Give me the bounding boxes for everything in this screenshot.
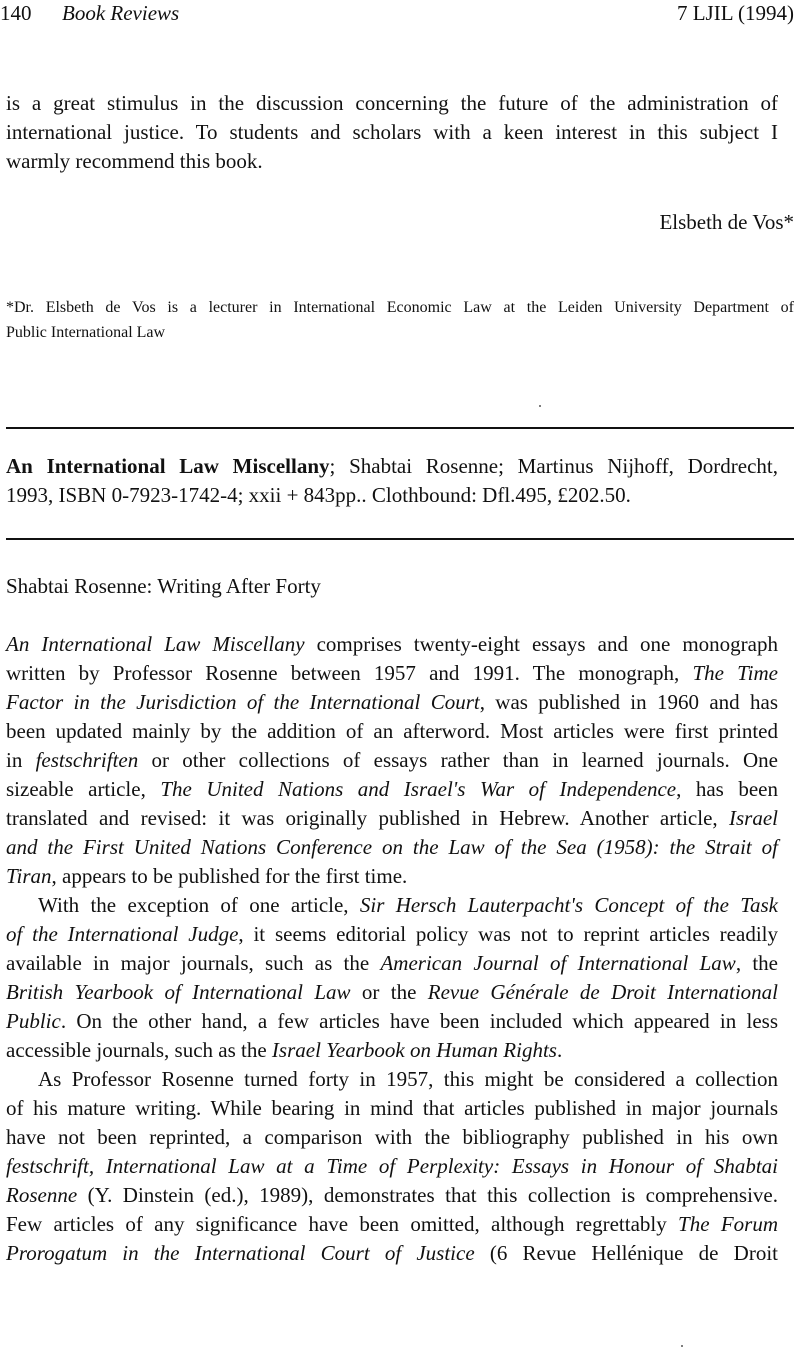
section-title: Book Reviews [62,1,180,25]
scan-speck [681,1345,683,1347]
body-line: An International Law Miscellany comprises twenty-eight essays and one monograph [6,632,778,656]
top-rule [6,427,794,429]
body-line: sizeable article, The United Nations and Israel's War of Independence, has been [6,777,778,801]
body-line: Factor in the Jurisdiction of the International Court, was published in 1960 and has [6,690,778,714]
book-info-line: 1993, ISBN 0-7923-1742-4; xxii + 843pp.. Clothbound: Dfl.495, £202.50. [6,483,631,507]
book-info-line [6,452,778,481]
footnote-line: *Dr. Elsbeth de Vos is a lecturer in International Economic Law at the Leiden University Department of [6,299,794,316]
footnote-line: Public International Law [6,324,166,341]
previous-review-line: warmly recommend this book. [6,149,263,173]
body-line: As Professor Rosenne turned forty in 1957, this might be considered a collection [38,1067,778,1091]
body-line: in festschriften or other collections of essays rather than in learned journals. One [6,748,778,772]
body-line: With the exception of one article, Sir Hersch Lauterpacht's Concept of the Task [38,893,778,917]
body-line: festschrift, International Law at a Time of Perplexity: Essays in Honour of Shabtai [6,1154,778,1178]
body-line: Rosenne (Y. Dinstein (ed.), 1989), demonstrates that this collection is comprehensive. [6,1183,778,1207]
body-line: and the First United Nations Conference on the Law of the Sea (1958): the Strait of [6,835,778,859]
body-line: of the International Judge, it seems editorial policy was not to reprint articles readily [6,922,778,946]
book-title: An International Law Miscellany [6,454,330,478]
body-line: accessible journals, such as the Israel Yearbook on Human Rights. [6,1038,563,1062]
body-line: written by Professor Rosenne between 1957 and 1991. The monograph, The Time [6,661,778,685]
body-line: of his mature writing. While bearing in mind that articles published in major journals [6,1096,778,1120]
body-line: translated and revised: it was originally published in Hebrew. Another article, Israel [6,806,778,830]
bottom-rule [6,538,794,540]
body-line: have not been reprinted, a comparison with the bibliography published in his own [6,1125,778,1149]
previous-review-line: international justice. To students and scholars with a keen interest in this subject I [6,120,778,144]
body-line: Prorogatum in the International Court of Justice (6 Revue Hellénique de Droit [6,1241,778,1265]
previous-review-line: is a great stimulus in the discussion concerning the future of the administration of [6,91,778,115]
body-line: been updated mainly by the addition of an afterword. Most articles were first printed [6,719,778,743]
page-number: 140 [0,1,32,25]
scan-speck [539,405,541,407]
book-info-text: ; Shabtai Rosenne; Martinus Nijhoff, Dordrecht, [329,454,778,478]
body-line: available in major journals, such as the American Journal of International Law, the [6,951,778,975]
journal-citation: 7 LJIL (1994) [676,1,794,25]
review-heading: Shabtai Rosenne: Writing After Forty [6,574,321,598]
body-line: British Yearbook of International Law or the Revue Générale de Droit International [6,980,778,1004]
running-header [0,0,800,26]
body-line: Public. On the other hand, a few articles have been included which appeared in less [6,1009,778,1033]
reviewer-signature: Elsbeth de Vos* [659,210,794,234]
body-line: Few articles of any significance have been omitted, although regrettably The Forum [6,1212,778,1236]
body-line: Tiran, appears to be published for the first time. [6,864,408,888]
